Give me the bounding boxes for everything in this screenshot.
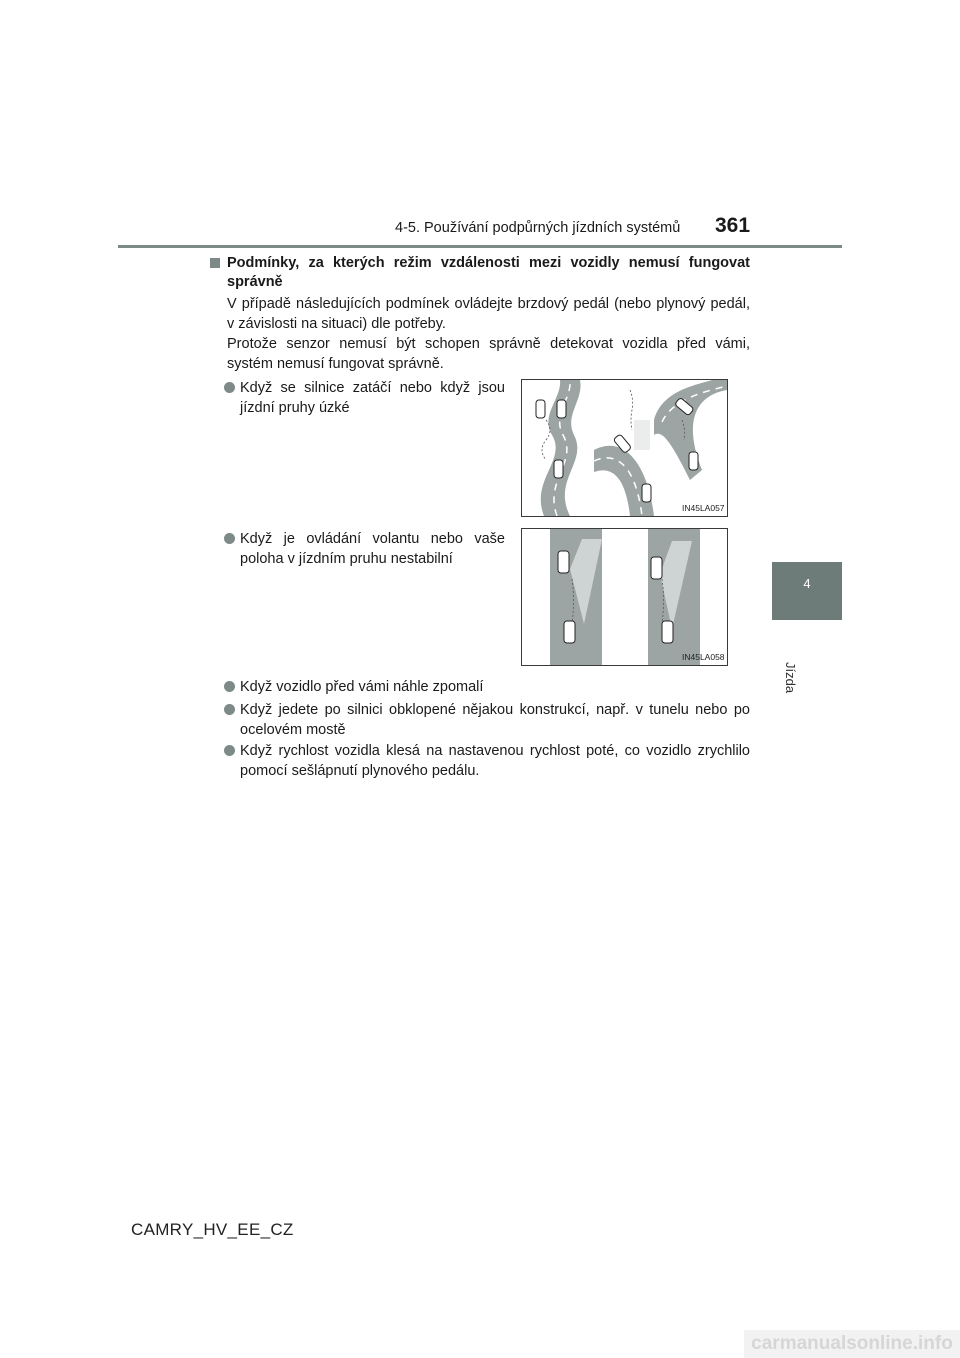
chapter-tab-label-text: Jízda [783, 662, 798, 694]
model-code: CAMRY_HV_EE_CZ [131, 1220, 294, 1239]
bullet-icon [224, 382, 235, 393]
bullet-icon [224, 533, 235, 544]
sensor-paragraph: Protože senzor nemusí být schopen správně detekovat vozidla před vámi, systém nemusí fungovat správně. [227, 336, 750, 372]
page-header-title: 4-5. Používání podpůrných jízdních systémů [395, 220, 681, 236]
figure-unstable-lane [521, 528, 728, 666]
list-item: Když rychlost vozidla klesá na nastavenou rychlost poté, co vozidlo zrychlilo pomocí sešlápnutí plynového pedálu. [224, 741, 750, 781]
chapter-tab[interactable]: 4 [772, 562, 842, 620]
list-item: Když vozidlo před vámi náhle zpomalí [224, 677, 750, 697]
figure-code: IN45LA058 [682, 652, 725, 662]
section-square-icon [210, 258, 220, 268]
intro-paragraph: V případě následujících podmínek ovládejte brzdový pedál (nebo plynový pedál, v závislosti na situaci) dle potřeby. [227, 296, 750, 332]
header-divider [118, 245, 842, 248]
curved-roads-illustration [522, 380, 727, 516]
section-heading [210, 254, 750, 292]
unstable-lane-illustration [522, 529, 727, 665]
bullet-icon [224, 704, 235, 715]
list-item: Když je ovládání volantu nebo vaše poloha v jízdním pruhu nestabilní [224, 529, 505, 569]
list-item: Když se silnice zatáčí nebo když jsou jízdní pruhy úzké [224, 378, 505, 418]
watermark: carmanualsonline.info [744, 1330, 960, 1358]
list-item: Když jedete po silnici obklopené nějakou konstrukcí, např. v tunelu nebo po ocelovém mostě [224, 700, 750, 740]
page-number: 361 [715, 214, 751, 237]
figure-code: IN45LA057 [682, 503, 725, 513]
figure-curved-roads [521, 379, 728, 517]
bullet-icon [224, 745, 235, 756]
bullet-icon [224, 681, 235, 692]
section-heading-text: Podmínky, za kterých režim vzdálenosti mezi vozidly nemusí fungovat správně [227, 255, 750, 290]
chapter-tab-label [768, 632, 828, 692]
